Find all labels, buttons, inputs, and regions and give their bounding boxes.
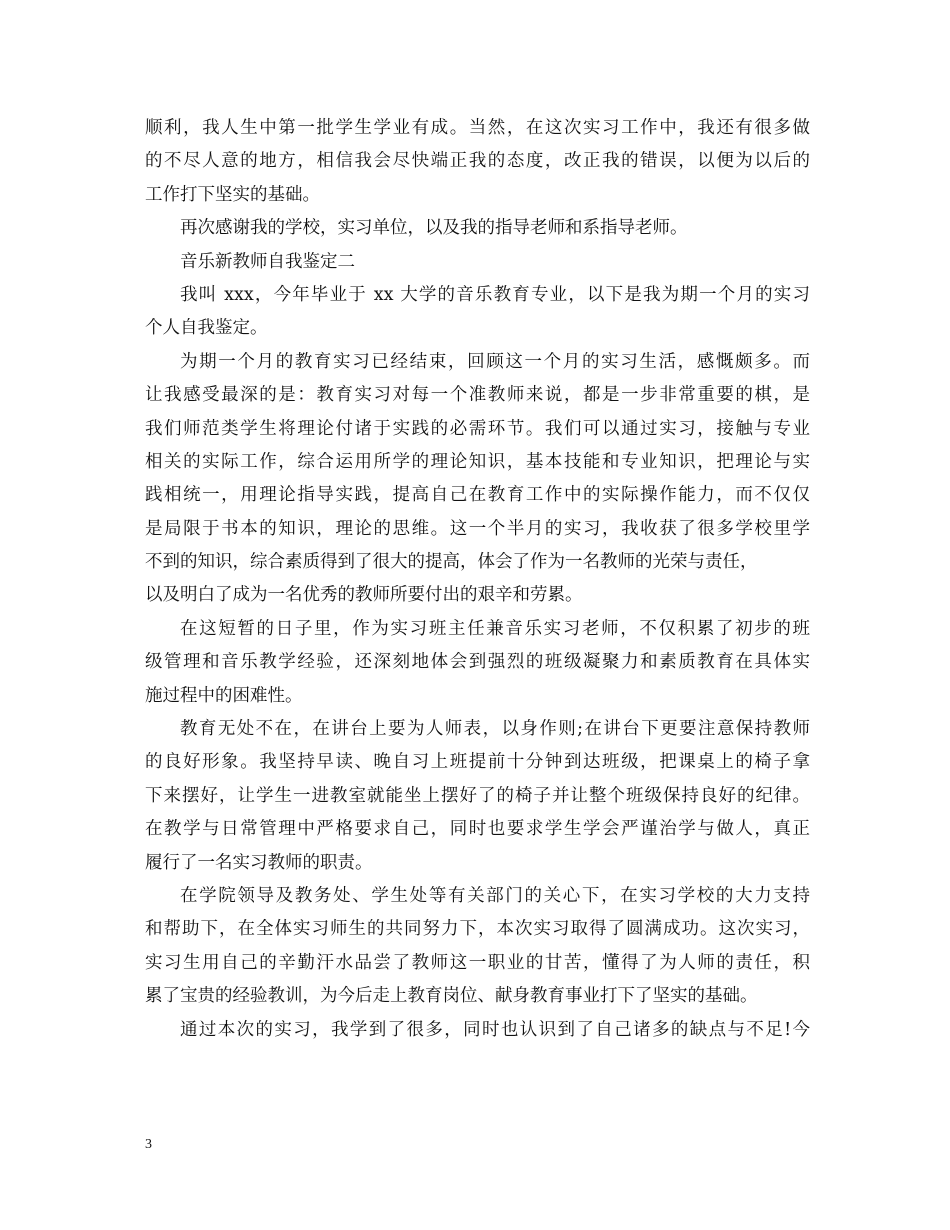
text-line: 在学院领导及教务处、学生处等有关部门的关心下，在实习学校的大力支持 [180,885,810,906]
text-line: 个人自我鉴定。 [145,318,268,339]
text-line: 不到的知识，综合素质得到了很大的提高，体会了作为一名教师的光荣与责任， [145,552,758,573]
page-number: 3 [145,1137,152,1152]
text-line: 相关的实际工作，综合运用所学的理论知识，基本技能和专业知识，把理论与实 [145,451,810,472]
text-line: 再次感谢我的学校，实习单位，以及我的指导老师和系指导老师。 [180,218,688,239]
text-line: 履行了一名实习教师的职责。 [145,852,373,873]
text-line: 工作打下坚实的基础。 [145,184,320,205]
text-line: 在教学与日常管理中严格要求自己，同时也要求学生学会严谨治学与做人，真正 [145,819,810,840]
text-line: 在这短暂的日子里，作为实习班主任兼音乐实习老师，不仅积累了初步的班 [180,618,810,639]
text-line: 的良好形象。我坚持早读、晚自习上班提前十分钟到达班级，把课桌上的椅子拿 [145,752,810,773]
text-line: 我们师范类学生将理论付诸于实践的必需环节。我们可以通过实习，接触与专业 [145,418,810,439]
text-line: 实习生用自己的辛勤汗水品尝了教师这一职业的甘苦，懂得了为人师的责任，积 [145,952,810,973]
section-heading: 音乐新教师自我鉴定二 [180,251,355,272]
text-line: 施过程中的困难性。 [145,685,303,706]
text-line: 下来摆好，让学生一进教室就能坐上摆好了的椅子并让整个班级保持良好的纪律。 [145,785,810,806]
text-line: 通过本次的实习，我学到了很多，同时也认识到了自己诸多的缺点与不足!今 [180,1019,810,1040]
text-line: 的不尽人意的地方，相信我会尽快端正我的态度，改正我的错误，以便为以后的 [145,151,810,172]
text-line: 让我感受最深的是：教育实习对每一个准教师来说，都是一步非常重要的棋，是 [145,385,810,406]
text-line: 顺利，我人生中第一批学生学业有成。当然，在这次实习工作中，我还有很多做 [145,118,810,138]
text-line: 级管理和音乐教学经验，还深刻地体会到强烈的班级凝聚力和素质教育在具体实 [145,652,810,673]
text-line: 我叫 xxx，今年毕业于 xx 大学的音乐教育专业，以下是我为期一个月的实习 [180,284,810,305]
document-body [145,112,810,1047]
text-line: 践相统一，用理论指导实践，提高自己在教育工作中的实际操作能力，而不仅仅 [145,485,810,506]
text-line: 为期一个月的教育实习已经结束，回顾这一个月的实习生活，感慨颇多。而 [180,351,810,372]
text-line: 累了宝贵的经验教训，为今后走上教育岗位、献身教育事业打下了坚实的基础。 [145,986,758,1007]
text-line: 以及明白了成为一名优秀的教师所要付出的艰辛和劳累。 [145,585,583,606]
text-line: 和帮助下，在全体实习师生的共同努力下，本次实习取得了圆满成功。这次实习， [145,919,810,940]
text-line: 教育无处不在，在讲台上要为人师表，以身作则;在讲台下更要注意保持教师 [180,719,810,740]
text-line: 是局限于书本的知识，理论的思维。这一个半月的实习，我收获了很多学校里学 [145,518,810,539]
